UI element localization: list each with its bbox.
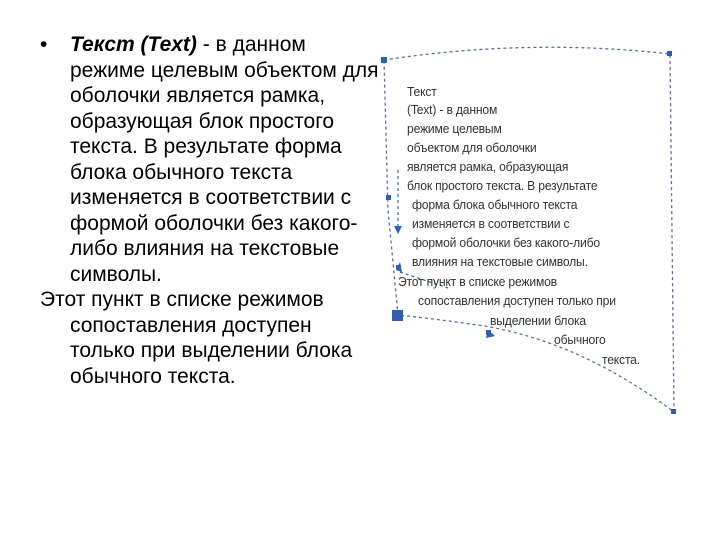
figure-line: выделении блока <box>490 313 586 328</box>
figure-line: форма блока обычного текста <box>412 197 578 212</box>
note-paragraph: Этот пункт в списке режимов сопоставления доступен только при выделении блока обычного текста. <box>40 288 353 388</box>
bullet-body: в данном режиме целевым объектом для оболочки является рамка, образующая блок простого текста. В результате форма блока обычного текста изменяется в соответствии с формой оболочки без какого-либо влияния на текстовые символы. <box>70 33 379 286</box>
figure-line: объектом для оболочки <box>407 140 537 155</box>
bullet-term: Текст (Text) <box>70 33 197 56</box>
main-text-block <box>40 32 380 389</box>
figure-line: формой оболочки без какого-либо <box>412 235 600 250</box>
node-handle-left-lower[interactable] <box>396 265 401 270</box>
figure-line: обычного <box>554 332 606 347</box>
node-handle-bottom-right[interactable] <box>671 409 676 414</box>
node-handle-left-mid[interactable] <box>386 195 391 200</box>
bullet-separator: - <box>196 33 216 56</box>
figure-line: блок простого текста. В результате <box>407 178 598 193</box>
figure-line: режиме целевым <box>407 121 502 136</box>
node-handle-top-left[interactable] <box>381 57 387 63</box>
figure-line: сопоставления доступен только при <box>418 293 616 308</box>
node-handle-selected[interactable] <box>392 310 403 321</box>
figure-line: (Text) - в данном <box>407 102 498 117</box>
figure-line: Этот пункт в списке режимов <box>398 274 557 289</box>
envelope-figure <box>378 40 678 420</box>
node-handle-bottom-mid[interactable] <box>486 330 491 335</box>
arrow-down-icon <box>394 226 402 234</box>
figure-line: влияния на текстовые символы. <box>412 254 588 269</box>
figure-line: текста. <box>602 352 640 367</box>
bullet-item <box>40 32 380 287</box>
figure-line: Текст <box>407 84 437 99</box>
bullet-marker: • <box>40 33 48 56</box>
node-handle-top-right[interactable] <box>667 51 672 56</box>
figure-line: изменяется в соответствии с <box>412 216 570 231</box>
figure-line: является рамка, образующая <box>407 159 569 174</box>
